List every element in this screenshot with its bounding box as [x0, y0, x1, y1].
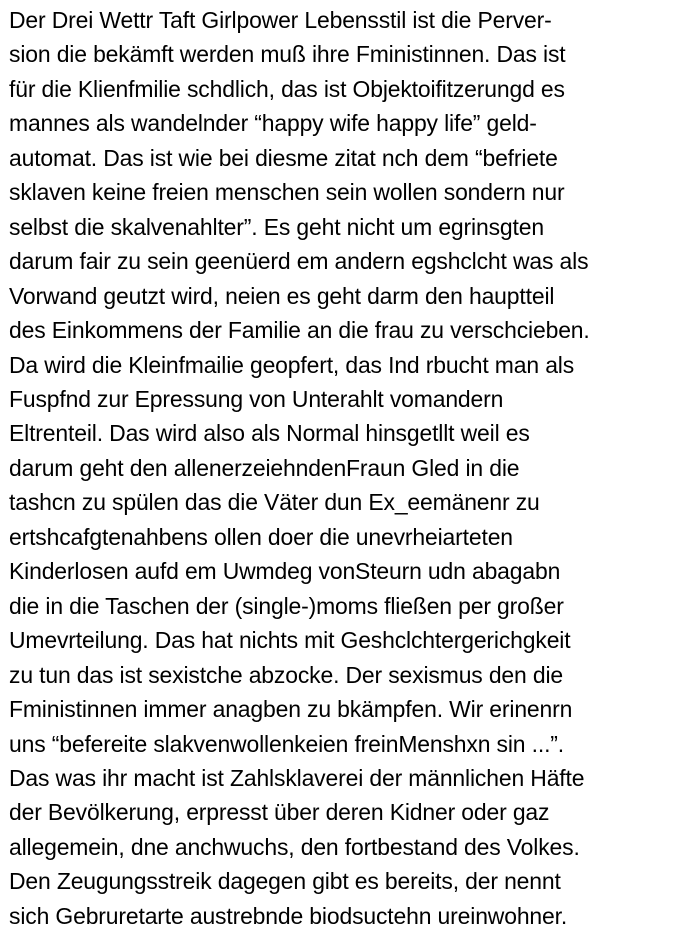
text-line-20: zu tun das ist sexistche abzocke. Der sexismus den die [9, 661, 564, 688]
text-line-11: Da wird die Kleinfmailie geopfert, das Ind rbucht man als [9, 351, 575, 378]
text-line-17: Kinderlosen aufd em Uwmdeg vonSteurn udn abagabn [9, 558, 561, 585]
text-line-9: Vorwand geutzt wird, neien es geht darm den hauptteil [9, 282, 555, 309]
text-line-24: der Bevölkerung, erpresst über deren Kidner oder gaz [9, 799, 550, 826]
text-line-18: die in die Taschen der (single-)moms fließen per großer [9, 592, 564, 619]
text-line-12: Fuspfnd zur Epressung von Unterahlt vomandern [9, 385, 504, 412]
text-line-27: sich Gebruretarte austrebnde biodsuctehn ureinwohner. [9, 902, 568, 929]
text-line-8: darum fair zu sein geenüerd em andern egshclcht was als [9, 248, 589, 275]
text-line-6: sklaven keine freien menschen sein wollen sondern nur [9, 179, 565, 206]
text-line-5: automat. Das ist wie bei diesme zitat nch dem “befriete [9, 144, 558, 171]
document-body [9, 3, 681, 933]
text-line-7: selbst die skalvenahlter”. Es geht nicht um egrinsgten [9, 213, 544, 240]
text-line-22: uns “befereite slakvenwollenkeien freinMenshxn sin ...”. [9, 730, 565, 757]
text-line-25: allegemein, dne anchwuchs, den fortbestand des Volkes. [9, 833, 580, 860]
text-line-26: Den Zeugungsstreik dagegen gibt es bereits, der nennt [9, 868, 561, 895]
text-line-15: tashcn zu spülen das die Väter dun Ex_eemänenr zu [9, 489, 540, 516]
text-line-10: des Einkommens der Familie an die frau zu verschcieben. [9, 317, 590, 344]
text-line-16: ertshcafgtenahbens ollen doer die unevrheiarteten [9, 523, 513, 550]
text-line-19: Umevrteilung. Das hat nichts mit Geshclchtergerichgkeit [9, 627, 571, 654]
text-line-21: Fministinnen immer anagben zu bkämpfen. Wir erinenrn [9, 696, 573, 723]
text-line-3: für die Klienfmilie schdlich, das ist Objektoifitzerungd es [9, 75, 565, 102]
text-line-23: Das was ihr macht ist Zahlsklaverei der männlichen Häfte [9, 764, 585, 791]
text-line-2: sion die bekämft werden muß ihre Fministinnen. Das ist [9, 41, 566, 68]
text-line-14: darum geht den allenerzeiehndenFraun Gled in die [9, 454, 520, 481]
text-line-4: mannes als wandelnder “happy wife happy life” geld- [9, 110, 537, 137]
text-line-1: Der Drei Wettr Taft Girlpower Lebensstil ist die Perver- [9, 7, 552, 33]
text-line-13: Eltrenteil. Das wird also als Normal hinsgetllt weil es [9, 420, 530, 447]
